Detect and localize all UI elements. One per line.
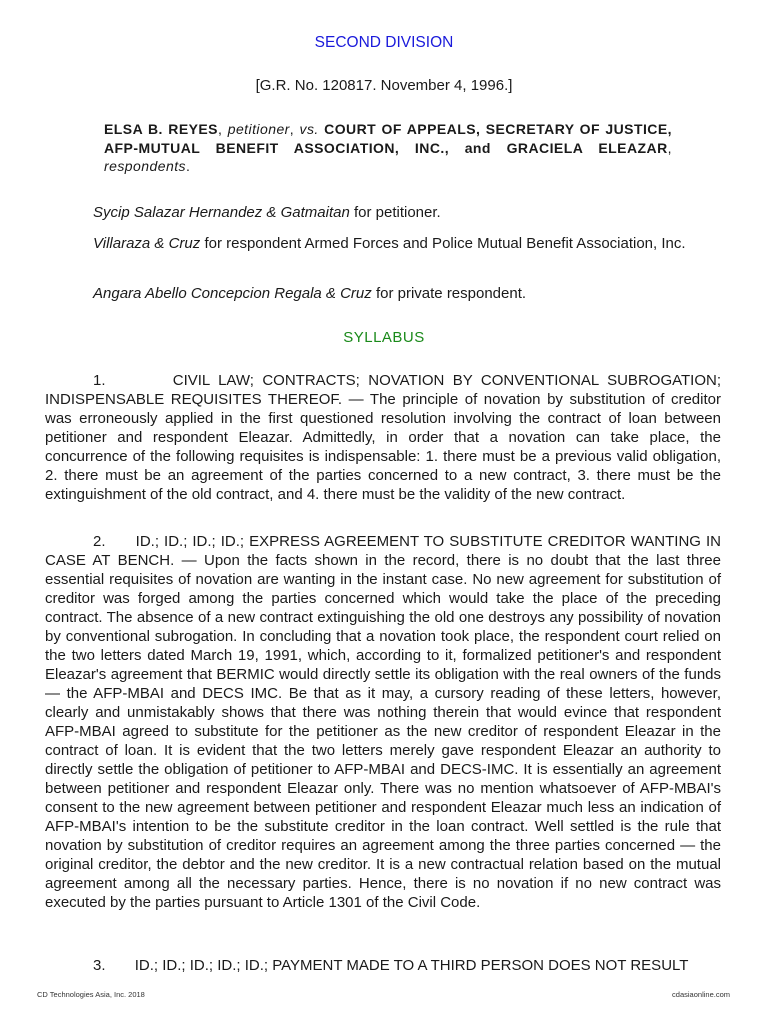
- respondents-role: respondents: [104, 158, 187, 174]
- counsel-firm: Villaraza & Cruz: [93, 235, 201, 252]
- counsel-role: for petitioner.: [353, 204, 441, 221]
- petitioner-role: petitioner: [227, 121, 290, 137]
- paragraph-number: 1.: [93, 372, 106, 389]
- counsel-line: [45, 203, 721, 222]
- paragraph-text: ID.; ID.; ID.; ID.; EXPRESS AGREEMENT TO SUBSTITUTE CREDITOR WANTING IN CASE AT BENCH. — Upon the facts shown in the record, there is no doubt that the last three essential requisites of novation are wanting in the instant case. No new agreement for substitution of creditor was forged among the parties concerned which would take the place of the preceding contract. The absence of a new contract extinguishing the old one destroys any possibility of novation by conventional subrogation. In concluding that a novation took place, the respondent court relied on the two letters dated March 19, 1991, which, according to it, formalized petitioner's and respondent Eleazar's agreement that BERMIC would directly settle its obligation with the real owners of the funds — the AFP-MBAI and DECS IMC. Be that as it may, a cursory reading of these letters, however, clearly and unmistakably shows that there was nothing therein that would evince that respondent AFP-MBAI agreed to substitute for the petitioner as the new creditor of respondent Eleazar in the contract of loan. It is evident that the two letters merely gave respondent Eleazar an authority to directly settle the obligation of petitioner to AFP-MBAI and DECS-IMC. It is essentially an agreement between petitioner and respondent Eleazar only. There was no mention whatsoever of AFP-MBAI's consent to the new agreement between petitioner and respondent Eleazar much less an indication of AFP-MBAI's intention to be the substitute creditor in the loan contract. Well settled is the rule that novation by substitution of creditor requires an agreement among the three parties concerned — the original creditor, the debtor and the new creditor. It is a new contractual relation based on the mutual agreement among all the necessary parties. Hence, there is no novation if no new contract was executed by the parties pursuant to Article 1301 of the Civil Code.: [45, 533, 721, 911]
- counsel-line: [45, 234, 721, 253]
- footer-copyright: CD Technologies Asia, Inc. 2018: [37, 990, 145, 999]
- case-number: [G.R. No. 120817. November 4, 1996.]: [255, 77, 513, 94]
- counsel-role: for private respondent.: [375, 285, 527, 302]
- counsel-firm: Angara Abello Concepcion Regala & Cruz: [93, 285, 372, 302]
- respondents-names: COURT OF APPEALS, SECRETARY OF JUSTICE, AFP-MUTUAL BENEFIT ASSOCIATION, INC., and GRACIELA ELEAZAR: [104, 121, 672, 156]
- syllabus-paragraph: [45, 371, 721, 504]
- division-heading: SECOND DIVISION: [314, 34, 454, 51]
- versus-label: vs.: [299, 121, 319, 137]
- paragraph-number: 3.: [93, 957, 106, 974]
- syllabus-paragraph: [45, 532, 721, 912]
- syllabus-paragraph: [45, 956, 721, 975]
- paragraph-text: CIVIL LAW; CONTRACTS; NOVATION BY CONVENTIONAL SUBROGATION; INDISPENSABLE REQUISITES THEREOF. — The principle of novation by substitution of creditor was erroneously applied in the first questioned resolution involving the contract of loan between petitioner and respondent Eleazar. Admittedly, in order that a novation can take place, the concurrence of the following requisites is indispensable: 1. there must be a previous valid obligation, 2. there must be an agreement of the parties concerned to a new contract, 3. there must be the extinguishment of the old contract, and 4. there must be the validity of the new contract.: [45, 372, 721, 503]
- counsel-line: [45, 284, 721, 303]
- footer-website: cdasiaonline.com: [672, 990, 730, 999]
- case-parties: ELSA B. REYES, petitioner, vs. COURT OF APPEALS, SECRETARY OF JUSTICE, AFP-MUTUAL BENEFIT ASSOCIATION, INC., and GRACIELA ELEAZAR, respondents.: [104, 121, 672, 174]
- counsel-role: for respondent Armed Forces and Police Mutual Benefit Association, Inc.: [204, 235, 686, 252]
- paragraph-number: 2.: [93, 533, 106, 550]
- paragraph-text: ID.; ID.; ID.; ID.; ID.; PAYMENT MADE TO A THIRD PERSON DOES NOT RESULT: [134, 957, 689, 974]
- syllabus-heading: SYLLABUS: [343, 329, 425, 346]
- counsel-firm: Sycip Salazar Hernandez & Gatmaitan: [93, 204, 350, 221]
- petitioner-name: ELSA B. REYES: [104, 121, 218, 137]
